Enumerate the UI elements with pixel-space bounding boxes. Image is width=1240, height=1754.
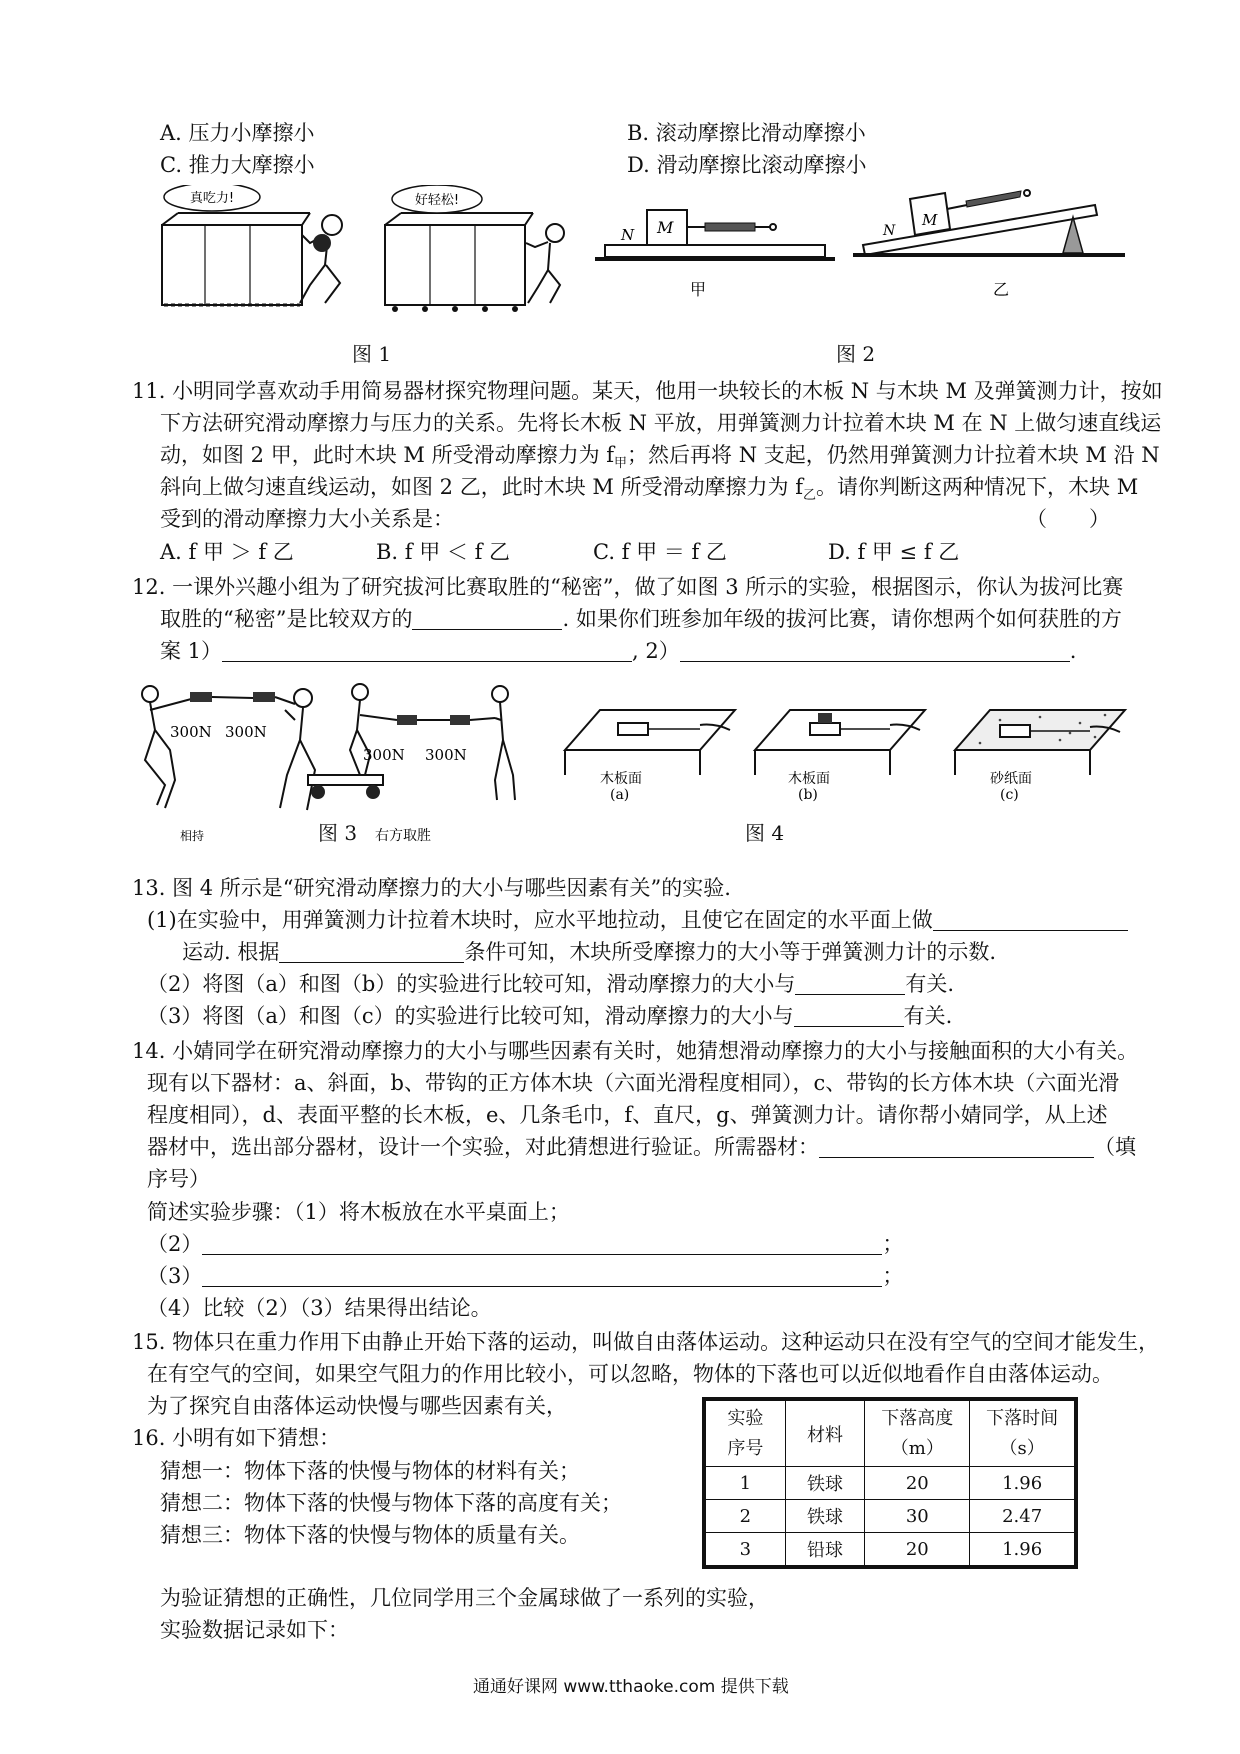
fig3-label-right: 右方取胜 (375, 828, 431, 844)
fig2-label-n-jia: N (621, 226, 635, 244)
q13-blank-motion[interactable] (933, 908, 1128, 931)
experiment-data-table (705, 1400, 1075, 1566)
table-cell: 铁球 (785, 1500, 865, 1533)
table-row (706, 1467, 1075, 1500)
table-cell: 2.47 (970, 1500, 1075, 1533)
page-footer: 通通好课网 www.tthaoke.com 提供下载 (473, 1677, 789, 1697)
table-cell: 1 (706, 1467, 786, 1500)
q16-guess-2: 猜想二：物体下落的快慢与物体下落的高度有关； (160, 1491, 622, 1515)
q11-line-2: 下方法研究滑动摩擦力与压力的关系。先将长木板 N 平放，用弹簧测力计拉着木块 M 在 N 上做匀速直线运 (160, 411, 1162, 435)
q11-option-c: C. f 甲 ＝ f 乙 (593, 540, 727, 564)
figure-4-friction-surfaces (560, 695, 1130, 815)
q11-option-b: B. f 甲 ＜ f 乙 (376, 540, 511, 564)
figure-1-pushing-box (150, 185, 570, 330)
fig2-label-m-jia: M (657, 218, 674, 237)
q14-step-2: （2） ； (147, 1232, 904, 1256)
q13-blank-condition[interactable] (279, 940, 464, 963)
figure-2-caption: 图 2 (836, 342, 876, 366)
table-cell: 铅球 (785, 1533, 865, 1566)
q13-line-2: 运动. 根据 条件可知，木块所受摩擦力的大小等于弹簧测力计的示数. (182, 940, 997, 964)
fig3-label-left: 相持 (180, 829, 205, 843)
fig4-sub-a: (a) (610, 787, 630, 803)
table-row (706, 1533, 1075, 1566)
q10-option-a: A. 压力小摩擦小 (160, 121, 315, 145)
q11-option-d: D. f 甲 ≤ f 乙 (828, 540, 960, 564)
q14-step-4: （4）比较（2）（3）结果得出结论。 (147, 1296, 492, 1320)
q13-intro: 13. 图 4 所示是“研究滑动摩擦力的大小与哪些因素有关”的实验. (132, 876, 731, 900)
fig2-caption-yi: 乙 (993, 280, 1010, 299)
q14-blank-step-2[interactable] (202, 1232, 882, 1255)
table-header-cell: 下落时间 （s） (970, 1401, 1075, 1467)
q16-guess-3: 猜想三：物体下落的快慢与物体的质量有关。 (160, 1523, 580, 1547)
q13-blank-factor-1[interactable] (795, 972, 905, 995)
table-cell: 30 (865, 1500, 970, 1533)
fig2-label-n-yi: N (883, 223, 896, 239)
figure-4-caption: 图 4 (745, 821, 785, 845)
table-row (706, 1500, 1075, 1533)
q12-blank-secret[interactable] (412, 607, 562, 630)
q14-line-1: 14. 小婧同学在研究滑动摩擦力的大小与哪些因素有关时，她猜想滑动摩擦力的大小与接触面积的大小有关。 (132, 1039, 1139, 1063)
table-header-cell: 材料 (785, 1401, 865, 1467)
q12-blank-plan-2[interactable] (680, 639, 1070, 662)
figure-3-caption: 图 3 (318, 821, 358, 845)
q15-line-2: 在有空气的空间，如果空气阻力的作用比较小，可以忽略，物体的下落也可以近似地看作自由落体运动。 (147, 1362, 1113, 1386)
q10-option-b: B. 滚动摩擦比滑动摩擦小 (627, 121, 866, 145)
table-cell: 20 (865, 1467, 970, 1500)
table-cell: 铁球 (785, 1467, 865, 1500)
q16-line-1: 16. 小明有如下猜想： (132, 1426, 341, 1450)
q10-option-d: D. 滑动摩擦比滚动摩擦小 (627, 153, 867, 177)
bubble-right-text: 好轻松! (414, 193, 460, 208)
q15-line-3: 为了探究自由落体运动快慢与哪些因素有关， (147, 1394, 567, 1418)
fig2-label-m-yi: M (922, 211, 938, 229)
q11-line-4: 斜向上做匀速直线运动，如图 2 乙，此时木块 M 所受滑动摩擦力为 $f_乙$。请你判断这两种情况下，木块 M (160, 475, 1139, 504)
q13-line-1: (1)在实验中，用弹簧测力计拉着木块时，应水平地拉动，且使它在固定的水平面上做 (147, 905, 1128, 935)
q14-blank-materials[interactable] (819, 1135, 1094, 1158)
fig3-force-4: 300N (425, 746, 467, 764)
bubble-left-text: 真吃力! (189, 191, 235, 206)
q14-step-3: （3） ； (147, 1264, 904, 1288)
fig4-sub-b: (b) (798, 787, 818, 803)
fig3-force-2: 300N (225, 723, 267, 741)
q11-option-a: A. f 甲 ＞ f 乙 (160, 540, 294, 564)
q12-line-1: 12. 一课外兴趣小组为了研究拔河比赛取胜的“秘密”，做了如图 3 所示的实验，根据图示，你认为拔河比赛 (132, 575, 1124, 599)
fig3-force-1: 300N (170, 723, 212, 741)
q16-line-6: 实验数据记录如下： (160, 1618, 349, 1642)
q13-blank-factor-2[interactable] (794, 1004, 904, 1027)
table-cell: 2 (706, 1500, 786, 1533)
fig2-caption-jia: 甲 (690, 280, 707, 299)
table-cell: 3 (706, 1533, 786, 1566)
fig3-force-3: 300N (363, 746, 405, 764)
q16-line-5: 为验证猜想的正确性，几位同学用三个金属球做了一系列的实验， (160, 1586, 769, 1610)
table-header-row (706, 1401, 1075, 1467)
q14-line-5: 序号） (147, 1167, 210, 1191)
q14-step-1: 简述实验步骤：（1）将木板放在水平桌面上； (147, 1200, 570, 1224)
table-cell: 1.96 (970, 1467, 1075, 1500)
q11-answer-bracket: （ ） (1026, 507, 1110, 531)
q14-line-3: 程度相同），d、表面平整的长木板，e、几条毛巾，f、直尺，g、弹簧测力计。请你帮小婧同学，从上述 (147, 1103, 1108, 1127)
q13-line-3: （2）将图（a）和图（b）的实验进行比较可知，滑动摩擦力的大小与 有关. (147, 972, 955, 996)
q16-guess-1: 猜想一：物体下落的快慢与物体的材料有关； (160, 1459, 580, 1483)
fig4-sub-c: (c) (1000, 787, 1019, 803)
q14-blank-step-3[interactable] (202, 1264, 882, 1287)
figure-1-caption: 图 1 (352, 342, 392, 366)
q12-line-3: 案 1） , 2） . (160, 639, 1077, 663)
q11-line-1: 11. 小明同学喜欢动手用简易器材探究物理问题。某天，他用一块较长的木板 N 与木块 M 及弹簧测力计，按如 (132, 379, 1163, 403)
q12-line-2: 取胜的“秘密”是比较双方的 . 如果你们班参加年级的拔河比赛，请你想两个如何获胜的方 (160, 607, 1122, 631)
q15-line-1: 15. 物体只在重力作用下由静止开始下落的运动，叫做自由落体运动。这种运动只在没有空气的空间才能发生， (132, 1330, 1160, 1354)
figure-2-friction-setup (595, 185, 1125, 310)
q11-line-3: 动，如图 2 甲，此时木块 M 所受滑动摩擦力为 $f_甲$；然后再将 N 支起，仍然用弹簧测力计拉着木块 M 沿 N (160, 443, 1160, 472)
table-cell: 20 (865, 1533, 970, 1566)
q14-line-2: 现有以下器材：a、斜面，b、带钩的正方体木块（六面光滑程度相同），c、带钩的长方体木块（六面光滑 (147, 1071, 1120, 1095)
table-cell: 1.96 (970, 1533, 1075, 1566)
q11-line-5: 受到的滑动摩擦力大小关系是： (160, 507, 454, 531)
fig4-label-b: 木板面 (788, 771, 830, 787)
table-header-cell: 实验 序号 (706, 1401, 786, 1467)
q12-blank-plan-1[interactable] (222, 639, 632, 662)
table-header-cell: 下落高度 （m） (865, 1401, 970, 1467)
q14-line-4: 器材中，选出部分器材，设计一个实验，对此猜想进行验证。所需器材： （填 (147, 1135, 1136, 1159)
q10-option-c: C. 推力大摩擦小 (160, 153, 315, 177)
fig4-label-a: 木板面 (600, 771, 642, 787)
q13-line-4: （3）将图（a）和图（c）的实验进行比较可知，滑动摩擦力的大小与 有关. (147, 1004, 953, 1028)
fig4-label-c: 砂纸面 (990, 771, 1032, 787)
